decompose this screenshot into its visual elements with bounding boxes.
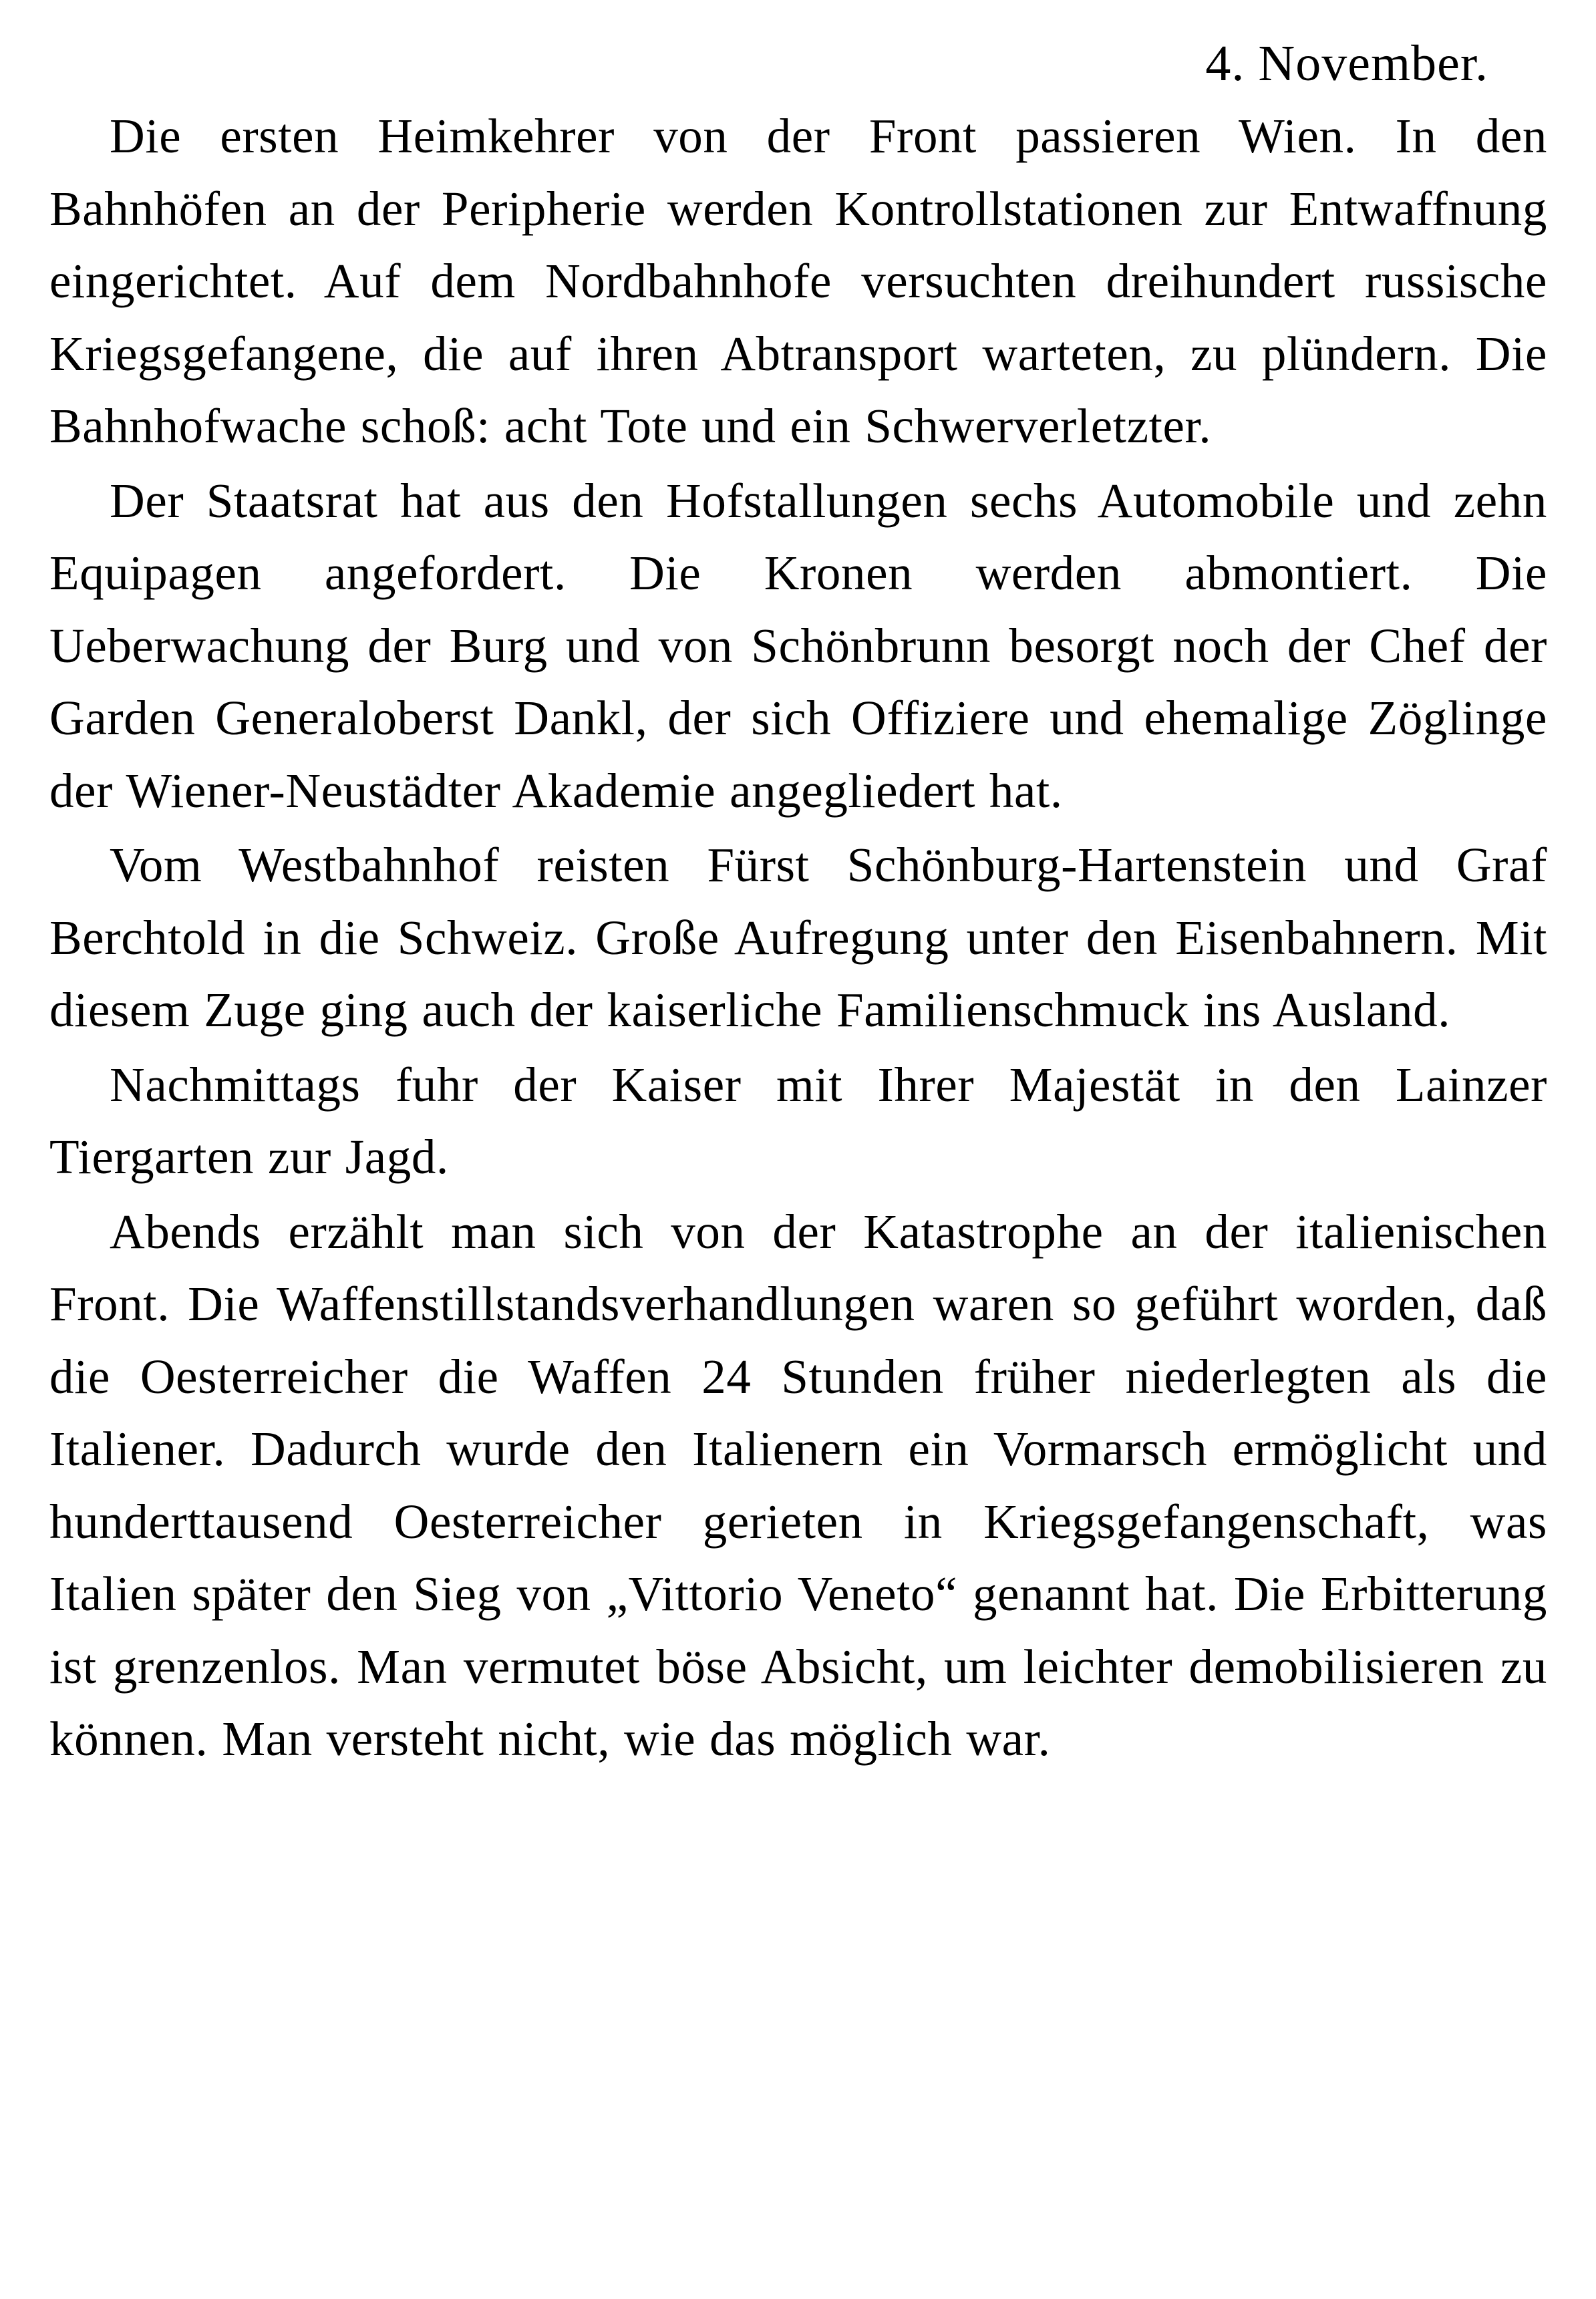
- paragraph-homecomers: Die ersten Heimkehrer von der Front passieren Wien. In den Bahnhöfen an der Peripherie werden Kontrollstationen zur Entwaffnung eingerichtet. Auf dem Nordbahnhofe versuchten dreihundert russische Kriegsgefangene, die auf ihren Abtransport warteten, zu plündern. Die Bahnhofwache schoß: acht Tote und ein Schwerverletzter.: [49, 109, 1547, 453]
- paragraph-state-council: Der Staatsrat hat aus den Hofstallungen sechs Automobile und zehn Equipagen angefordert. Die Kronen werden abmontiert. Die Ueberwachung der Burg und von Schönbrunn besorgt noch der Chef der Garden Generaloberst Dankl, der sich Offiziere und ehemalige Zöglinge der Wiener-Neustädter Akademie angegliedert hat.: [49, 473, 1547, 818]
- paragraph-italian-front: Abends erzählt man sich von der Katastrophe an der italienischen Front. Die Waffenstillstandsverhandlungen waren so geführt worden, daß die Oesterreicher die Waffen 24 Stunden früher niederlegten als die Italiener. Dadurch wurde den Italienern ein Vormarsch ermöglicht und hunderttausend Oesterreicher gerieten in Kriegsgefangenschaft, was Italien später den Sieg von „Vittorio Veneto“ genannt hat. Die Erbitterung ist grenzenlos. Man vermutet böse Absicht, um leichter demobilisieren zu können. Man versteht nicht, wie das möglich war.: [49, 1204, 1547, 1766]
- paragraph-afternoon-hunt: Nachmittags fuhr der Kaiser mit Ihrer Majestät in den Lainzer Tiergarten zur Jagd.: [49, 1057, 1547, 1184]
- entry-date: 4. November.: [1205, 35, 1488, 92]
- document-page: [49, 27, 1547, 1776]
- paragraph-westbahnhof: Vom Westbahnhof reisten Fürst Schönburg-Hartenstein und Graf Berchtold in die Schweiz. Große Aufregung unter den Eisenbahnern. Mit diesem Zuge ging auch der kaiserliche Familienschmuck ins Ausland.: [49, 838, 1547, 1037]
